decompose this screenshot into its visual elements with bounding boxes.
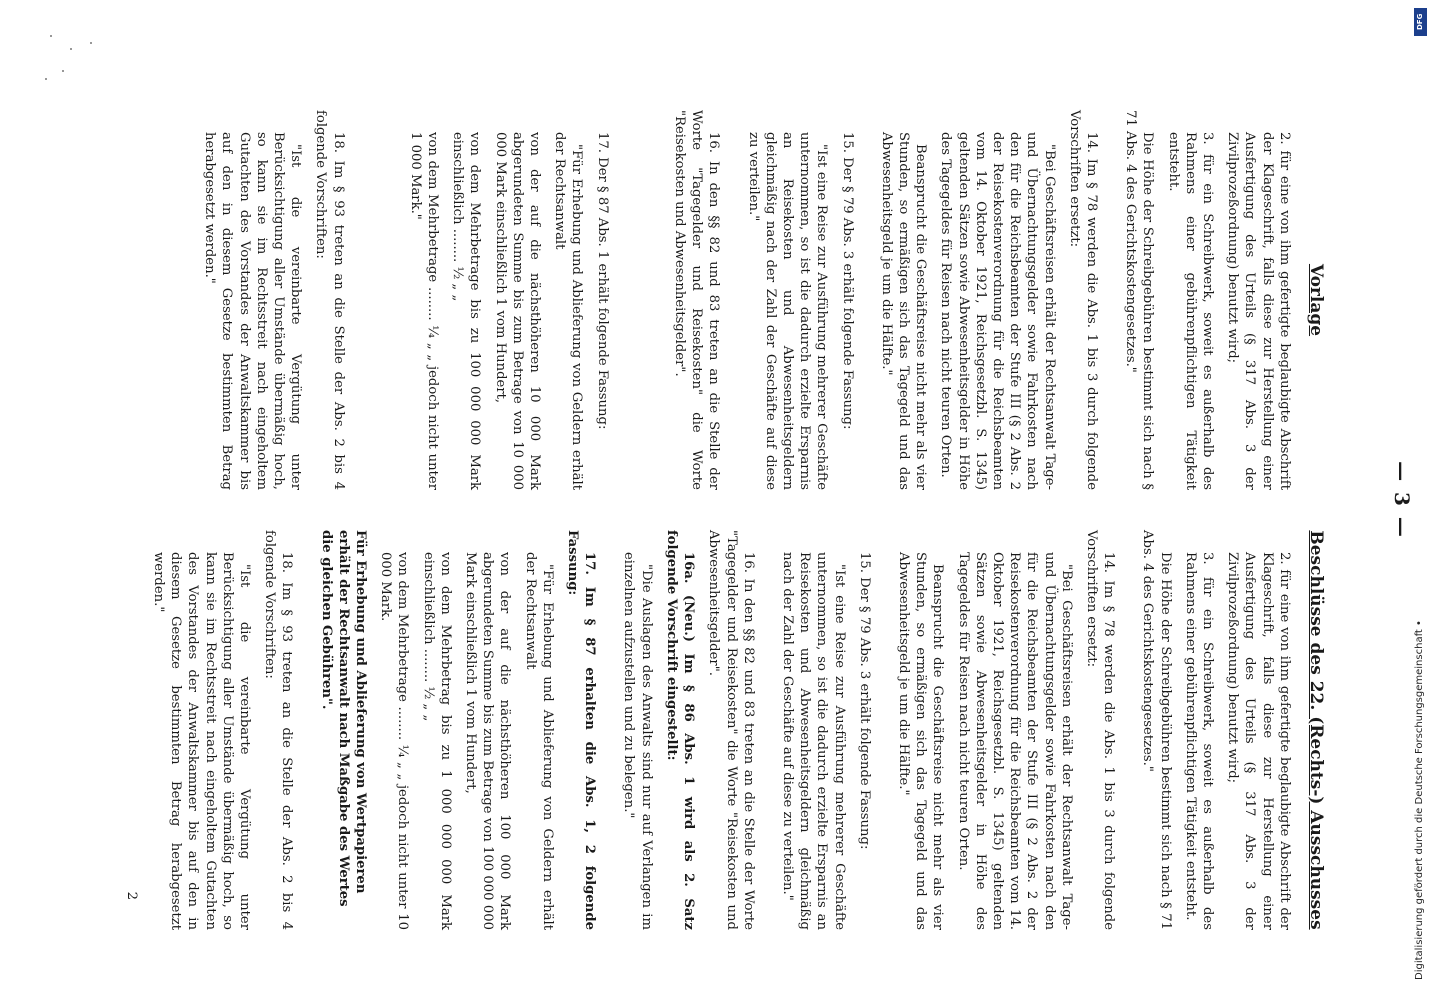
item-14-quote-2: Beansprucht die Geschäftsreise nicht mehr als vier Stunden, so ermäßigen sich das Tagegeld und das Abwesenheitsgeld je um die Hälfte." bbox=[895, 552, 946, 930]
item-17-rate-1: von der auf die nächsthöheren 100 000 Mark abgerundeten Summe bis zum Betrage von 100 000 000 Mark einschließlich 1 vom Hundert, bbox=[463, 552, 513, 930]
item-14-quote-2: Beansprucht die Geschäftsreise nicht mehr als vier Stunden, so ermäßigen sich das Tagegeld und das Abwesenheitsgeld je um die Hälfte." bbox=[878, 132, 929, 490]
item-2: 2. für eine von ihm gefertigte beglaubigte Abschrift der Klageschrift, falls diese zur Herstellung einer Ausfertigung des Urteils (§ 317 Abs. 3 der Zivilprozeßordnung) benutzt wird; bbox=[1225, 132, 1292, 490]
stamp-text: Digitalisierung gefördert durch die Deutsche Forschungsgemeinschaft • bbox=[1414, 620, 1425, 980]
item-14: 14. Im § 78 werden die Abs. 1 bis 3 durch folgende Vorschriften ersetzt: bbox=[1083, 530, 1117, 930]
item-18-quote: "Ist die vereinbarte Vergütung unter Berücksichtigung aller Umstände übermäßig hoch, so kann sie im Rechtsstreit nach eingeholtem Gutachten des Vorstandes der Anwaltskammer bis auf den in diesem Gesetze bestimmten Betrag herabgesetzt werden." bbox=[151, 552, 253, 930]
item-17: 17. Im § 87 erhalten die Abs. 1, 2 folgende Fassung: bbox=[565, 530, 598, 930]
item-3-note: Die Höhe der Schreibgebühren bestimmt sich nach § 71 Abs. 4 des Gerichtskostengesetzes." bbox=[1140, 530, 1173, 930]
item-3: 3. für ein Schreibwerk, soweit es außerhalb des Rahmens einer gebührenpflichtigen Tätigkeit entsteht. bbox=[1182, 552, 1215, 930]
item-15: 15. Der § 79 Abs. 3 erhält folgende Fassung: bbox=[856, 552, 872, 850]
item-18: 18. Im § 93 treten an die Stelle der Abs. 2 bis 4 folgende Vorschriften: bbox=[262, 530, 295, 930]
item-17-rate-2: von dem Mehrbetrage bis zu 100 000 000 Mark einschließlich ........ ½ „ „ bbox=[450, 132, 483, 490]
item-18: 18. Im § 93 treten an die Stelle der Abs. 2 bis 4 folgende Vorschriften: bbox=[313, 110, 346, 490]
item-3-note: Die Höhe der Schreibgebühren bestimmt sich nach § 71 Abs. 4 des Gerichtskostengesetzes." bbox=[1123, 110, 1156, 490]
item-17-quote: "Für Erhebung und Ablieferung von Geldern erhält der Rechtsanwalt bbox=[522, 552, 555, 930]
sheet-number: 2 bbox=[123, 891, 139, 900]
digitization-stamp bbox=[1410, 0, 1434, 1000]
item-17-rate-3: von dem Mehrbetrage ........ ¼ „ „ jedoch nicht unter 1 000 Mark." bbox=[407, 132, 441, 490]
item-17-rate-3: von dem Mehrbetrage ........ ¼ „ „ jedoch nicht unter 10 000 Mark. bbox=[378, 552, 411, 930]
item-17-rate-1: von der auf die nächsthöheren 10 000 Mark abgerundeten Summe bis zum Betrage von 10 000 000 Mark einschließlich 1 vom Hundert, bbox=[492, 132, 543, 490]
item-16: 16. In den §§ 82 und 83 treten an die Stelle der Worte "Tagegelder und Reisekosten" die Worte "Reisekosten und Abwesenheitsgelder". bbox=[706, 530, 756, 930]
page-number: — 3 — bbox=[1390, 461, 1414, 539]
item-3: 3. für ein Schreibwerk, soweit es außerhalb des Rahmens einer gebührenpflichtigen Tätigkeit entsteht. bbox=[1165, 132, 1215, 490]
item-2: 2. für eine von ihm gefertigte beglaubigte Abschrift der Klageschrift, falls diese zur Herstellung einer Ausfertigung des Urteils (§ 317 Abs. 3 der Zivilprozeßordnung) benutzt wird; bbox=[1225, 552, 1292, 930]
item-14: 14. Im § 78 werden die Abs. 1 bis 3 durch folgende Vorschriften ersetzt: bbox=[1066, 110, 1099, 490]
item-17-securities: Für Erhebung und Ablieferung von Wertpapieren erhält der Rechtsanwalt nach Maßgabe des Wertes die gleichen Gebühren". bbox=[318, 530, 369, 907]
item-15: 15. Der § 79 Abs. 3 erhält folgende Fassung: bbox=[839, 132, 855, 430]
dfg-logo: DFG bbox=[1414, 8, 1427, 36]
item-18-quote: "Ist die vereinbarte Vergütung unter Berücksichtigung aller Umstände übermäßig hoch, so kann sie im Rechtsstreit nach eingeholtem Gutachten des Vorstandes der Anwaltskammer bis auf den in diesem Gesetze bestimmten Betrag herabgesetzt werden." bbox=[202, 132, 304, 490]
column-beschluesse bbox=[123, 530, 1324, 930]
item-15-quote: "Ist eine Reise zur Ausführung mehrerer Geschäfte unternommen, so ist die dadurch erzielte Ersparnis an Reisekosten und Abwesenheitsgeldern gleichmäßig nach der Zahl der Geschäfte auf diese zu verteilen." bbox=[745, 132, 830, 490]
item-14-quote: "Bei Geschäftsreisen erhält der Rechtsanwalt Tage- und Übernachtungsgelder sowie Fahrkosten nach den für die Reichsbeamten der Stufe III (§ 2 Abs. 2 der Reisekostenverordnung für die Reichsbeamten vom 14. Oktober 1921, Reichsgesetzbl. S. 1345) geltenden Sätzen sowie Abwesenheitsgelder in Höhe des Tagegeldes für Reisen nach nicht teuren Orten. bbox=[955, 552, 1074, 930]
column-heading-vorlage: Vorlage bbox=[1306, 263, 1326, 337]
item-15-quote: "Ist eine Reise zur Ausführung mehrerer Geschäfte unternommen, so ist die dadurch erzielte Ersparnis an Reisekosten und Abwesenheitsgeldern gleichmäßig nach der Zahl der Geschäfte auf diese zu verteilen." bbox=[779, 552, 847, 930]
item-17-quote: "Für Erhebung und Ablieferung von Geldern erhält der Rechtsanwalt bbox=[552, 132, 585, 490]
item-16: 16. In den §§ 82 und 83 treten an die Stelle der Worte "Tagegelder und Reisekosten" die Worte "Reisekosten und Abwesenheitsgelder". bbox=[671, 110, 722, 490]
item-16a: 16a. (Neu.) Im § 86 Abs. 1 wird als 2. Satz folgende Vorschrift eingestellt: bbox=[663, 530, 697, 930]
column-heading-beschluesse: Beschlüsse des 22. (Rechts-) Ausschusses bbox=[1306, 530, 1326, 930]
item-17: 17. Der § 87 Abs. 1 erhält folgende Fassung: bbox=[594, 132, 610, 430]
item-14-quote: "Bei Geschäftsreisen erhält der Rechtsanwalt Tage- und Übernachtungsgelder sowie Fahrkosten nach den für die Reichsbeamten der Stufe III (§ 2 Abs. 2 der Reisekostenverordnung für die Reichsbeamten vom 14. Oktober 1921, Reichsgesetzbl. S. 1345) geltenden Sätzen sowie Abwesenheitsgelder in Höhe des Tagegeldes für Reisen nach nicht teuren Orten. bbox=[938, 132, 1057, 490]
column-vorlage bbox=[193, 110, 1324, 490]
item-16a-quote: "Die Auslagen des Anwalts sind nur auf Verlangen im einzelnen aufzustellen und zu belegen." bbox=[621, 552, 654, 930]
item-17-rate-2: von dem Mehrbetrag bis zu 1 000 000 000 Mark einschließlich ........ ½ „ „ bbox=[420, 552, 453, 930]
